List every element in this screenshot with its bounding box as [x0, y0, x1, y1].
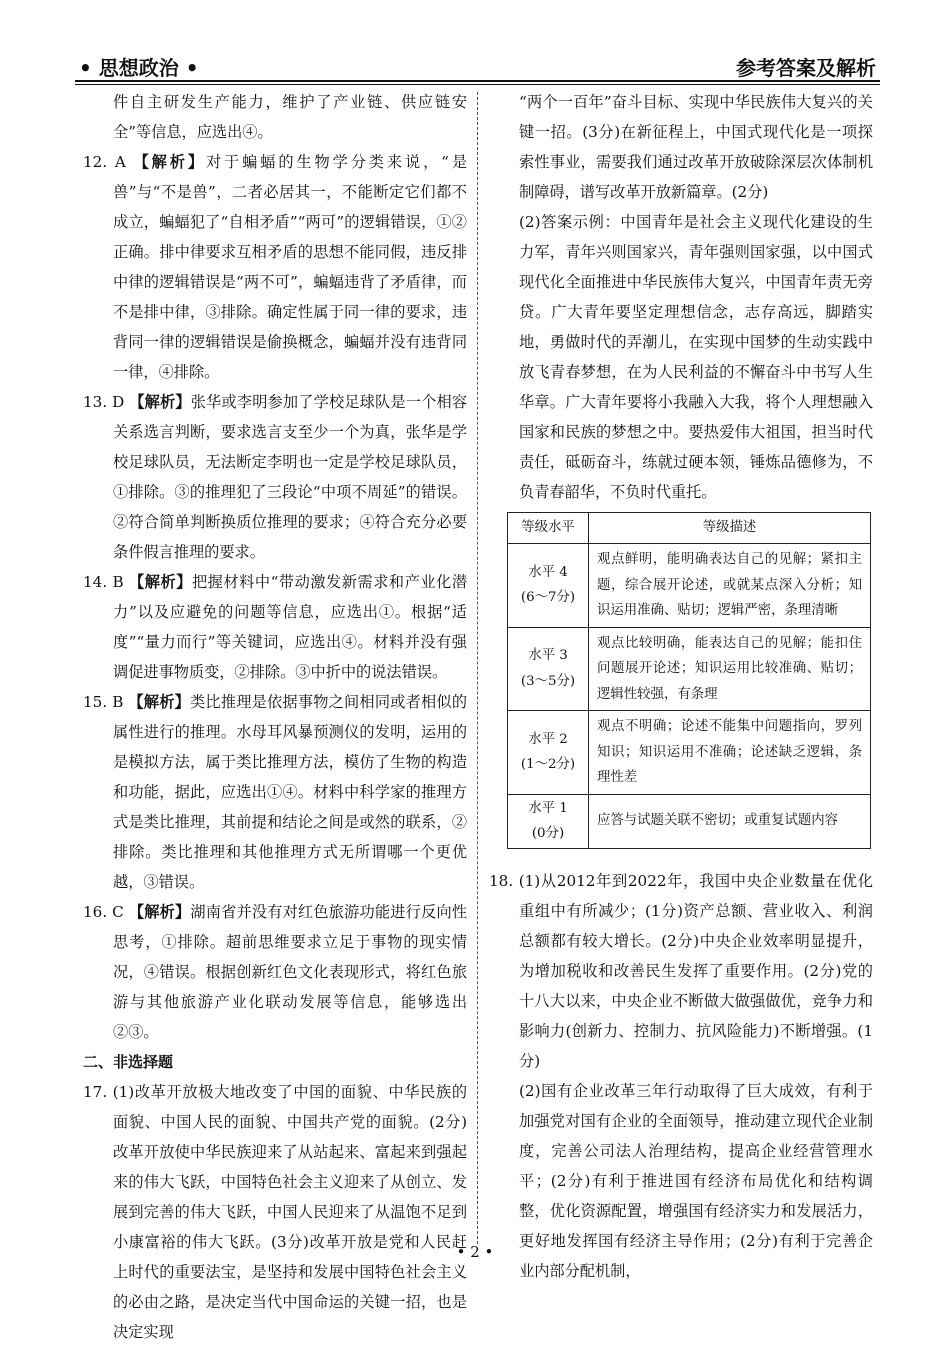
- level-name: 水平 3: [528, 648, 568, 664]
- answer-13: [83, 387, 467, 567]
- table-row: [508, 627, 871, 711]
- level-score: (0分): [531, 826, 565, 841]
- table-row: [508, 711, 871, 795]
- left-column: [83, 87, 467, 1347]
- answer-18-number: 18.: [489, 872, 519, 890]
- desc-cell: 观点比较明确，能表达自己的见解；能扣住问题展开论述；知识运用比较准确、贴切；逻辑性较强，有条理: [589, 627, 871, 711]
- answer-16: [83, 897, 467, 1047]
- answer-12-number: 12. A: [83, 153, 134, 171]
- table-header-row: [508, 513, 871, 544]
- answer-17-number: 17.: [83, 1083, 113, 1101]
- section-heading: 二、非选择题: [83, 1053, 174, 1071]
- answer-13-number: 13. D: [83, 393, 130, 411]
- answer-17-text: (1)改革开放极大地改变了中国的面貌、中华民族的面貌、中国人民的面貌、中国共产党的面貌。(2分)改革开放使中华民族迎来了从站起来、富起来到强起来的伟大飞跃，中国特色社会主义迎来了从创立、发展到完善的伟大飞跃，中国人民迎来了从温饱不足到小康富裕的伟大飞跃。(3分)改革开放是党和人民赶上时代的重要法宝，是坚持和发展中国特色社会主义的必由之路，是决定当代中国命运的关键一招，也是决定实现: [112, 1083, 468, 1341]
- answer-12-text: 对于蝙蝠的生物学分类来说，“是兽”与“不是兽”，二者必居其一，不能断定它们都不成立，蝙蝠犯了“自相矛盾”“两可”的逻辑错误，①②正确。排中律要求互相矛盾的思想不能同假，违反排中律的逻辑错误是“两不可”，蝙蝠违背了矛盾律，而不是排中律，③排除。确定性属于同一律的要求，违背同一律的逻辑错误是偷换概念，蝙蝠并没有违背同一律，④排除。: [113, 153, 468, 381]
- answer-16-text: 湖南省并没有对红色旅游功能进行反向性思考，①排除。超前思维要求立足于事物的现实情况，④错误。根据创新红色文化表现形式，将红色旅游与其他旅游产业化联动发展等信息，能够选出②③。: [113, 903, 468, 1041]
- answer-18-text: (1)从2012年到2022年，我国中央企业数量在优化重组中有所减少；(1分)资产总额、营业收入、利润总额都有较大增长。(2分)中央企业效率明显提升，为增加税收和改善民生发挥了重要作用。(2分)党的十八大以来，中央企业不断做大做强做优，竞争力和影响力(创新力、控制力、抗风险能力)不断增强。(1分): [518, 872, 873, 1070]
- analysis-tag: 【解析】: [129, 393, 191, 411]
- answer-15-number: 15. B: [83, 693, 129, 711]
- answer-15: [83, 687, 467, 897]
- desc-cell: 观点鲜明，能明确表达自己的见解；紧扣主题，综合展开论述，或就某点深入分析；知识运用准确、贴切；逻辑严密，条理清晰: [589, 544, 871, 628]
- table-header-desc: 等级描述: [589, 513, 871, 544]
- header-rule-thin: [75, 84, 880, 85]
- right-column-lower: [489, 866, 873, 1286]
- answer-18: [489, 866, 873, 1076]
- right-column: [489, 87, 873, 507]
- continued-answer-17: “两个一百年”奋斗目标、实现中华民族伟大复兴的关键一招。(3分)在新征程上，中国式现代化是一项探索性事业，需要我们通过改革开放破除深层次体制机制障碍，谱写改革开放新篇章。(2分): [519, 93, 873, 201]
- level-score: (3～5分): [520, 673, 576, 689]
- table-row: [508, 544, 871, 628]
- answer-14: [83, 567, 467, 687]
- header-rule: [75, 80, 880, 82]
- level-cell: [508, 711, 589, 795]
- answer-13-text: 张华或李明参加了学校足球队是一个相容关系选言判断，要求选言支至少一个为真，张华是学校足球队员，无法断定李明也一定是学校足球队员，①排除。③的推理犯了三段论“中项不周延”的错误。②符合简单判断换质位推理的要求；④符合充分必要条件假言推理的要求。: [113, 393, 468, 561]
- answer-17-part2: (2)答案示例：中国青年是社会主义现代化建设的生力军，青年兴则国家兴，青年强则国家强，以中国式现代化全面推进中华民族伟大复兴，中国青年责无旁贷。广大青年要坚定理想信念，志存高远，脚踏实地，勇做时代的弄潮儿，在实现中国梦的生动实践中放飞青春梦想，在为人民利益的不懈奋斗中书写人生华章。广大青年要将小我融入大我，将个人理想融入国家和民族的梦想之中。要热爱伟大祖国，担当时代责任，砥砺奋斗，练就过硬本领，锤炼品德修为，不负青春韶华，不负时代重托。: [519, 213, 873, 501]
- desc-cell: 观点不明确；论述不能集中问题指向，罗列知识；知识运用不准确；论述缺乏逻辑，条理性差: [589, 711, 871, 795]
- level-name: 水平 4: [528, 564, 568, 580]
- page-number: • 2 •: [456, 1243, 494, 1261]
- level-score: (6～7分): [520, 590, 576, 606]
- table-row: [508, 794, 871, 848]
- continued-answer-11: 件自主研发生产能力，维护了产业链、供应链安全”等信息，应选出④。: [113, 93, 467, 141]
- level-cell: [508, 627, 589, 711]
- answer-12: [83, 147, 467, 387]
- answer-18-part2: (2)国有企业改革三年行动取得了巨大成效，有利于加强党对国有企业的全面领导，推动建立现代企业制度，完善公司法人治理结构，提高企业经营管理水平；(2分)有利于推进国有经济布局优化和结构调整，优化资源配置，增强国有经济实力和发展活力，更好地发挥国有经济主导作用；(2分)有利于完善企业内部分配机制，: [519, 1082, 873, 1280]
- answer-17: [83, 1077, 467, 1347]
- level-name: 水平 1: [528, 800, 568, 816]
- column-divider: [477, 92, 478, 1244]
- level-cell: [508, 544, 589, 628]
- analysis-tag: 【解析】: [128, 903, 191, 921]
- answer-16-number: 16. C: [83, 903, 129, 921]
- level-score: (1～2分): [520, 757, 576, 773]
- page-header: [75, 50, 880, 80]
- table-header-level: 等级水平: [508, 513, 589, 544]
- answer-15-text: 类比推理是依据事物之间相同或者相似的属性进行的推理。水母耳风暴预测仪的发明，运用的是模拟方法，属于类比推理方法，模仿了生物的构造和功能，据此，应选出①④。材料中科学家的推理方式是类比推理，其前提和结论之间是或然的联系，②排除。类比推理和其他推理方式无所谓哪一个更优越，③错误。: [113, 693, 468, 891]
- analysis-tag: 【解析】: [133, 153, 206, 171]
- analysis-tag: 【解析】: [129, 573, 192, 591]
- level-cell: [508, 794, 589, 848]
- answer-14-text: 把握材料中“带动激发新需求和产业化潜力”以及应避免的问题等信息，应选出①。根据“适度”“量力而行”等关键词，应选出④。材料并没有强调促进事物质变，②排除。③中折中的说法错误。: [113, 573, 468, 681]
- subject-label: • 思想政治 •: [79, 56, 199, 80]
- level-name: 水平 2: [528, 731, 568, 747]
- desc-cell: 应答与试题关联不密切；或重复试题内容: [589, 794, 871, 848]
- answer-14-number: 14. B: [83, 573, 130, 591]
- analysis-tag: 【解析】: [128, 693, 191, 711]
- grading-table: [507, 512, 871, 849]
- header-title: 参考答案及解析: [736, 56, 876, 80]
